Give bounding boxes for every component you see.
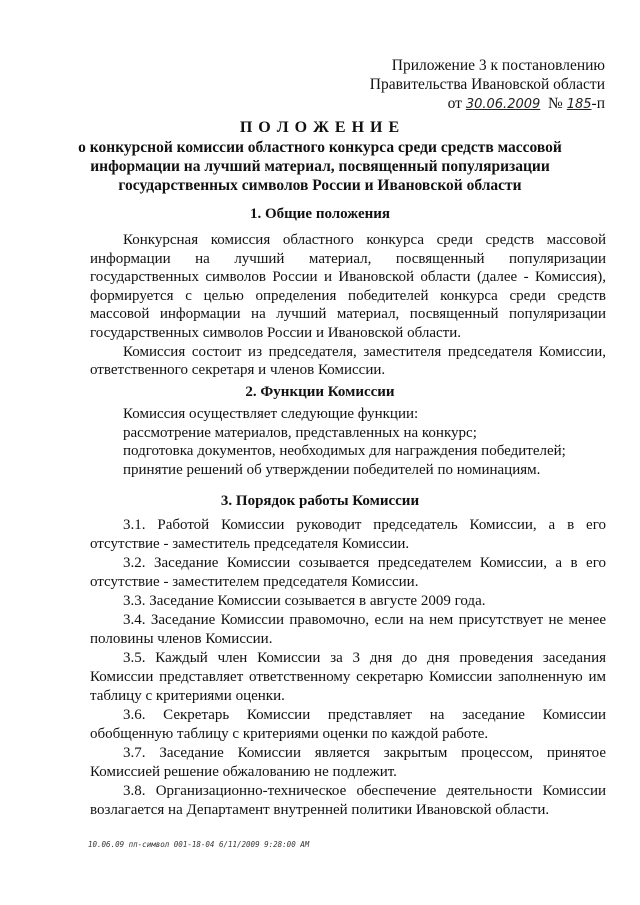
paragraph: 3.3. Заседание Комиссии созывается в августе 2009 года. <box>123 593 486 609</box>
header-date-line <box>370 94 605 114</box>
subtitle-line: о конкурсной комиссии областного конкурса среди средств массовой <box>78 139 562 156</box>
document-title: П О Л О Ж Е Н И Е <box>239 119 401 136</box>
header-line: Правительства Ивановской области <box>369 76 605 93</box>
section-heading: 1. Общие положения <box>249 206 391 222</box>
section-2-body <box>90 405 606 479</box>
prefix: от <box>447 95 462 112</box>
paragraph: 3.2. Заседание Комиссии созывается председателем Комиссии, а в его отсутствие - заместителем председателя Комиссии. <box>90 555 606 590</box>
paragraph: 3.8. Организационно-техническое обеспечение деятельности Комиссии возлагается на Департамент внутренней политики Ивановской области. <box>90 783 606 818</box>
paragraph: 3.6. Секретарь Комиссии представляет на заседание Комиссии обобщенную таблицу с критериями оценки по каждой работе. <box>90 707 606 742</box>
paragraph: Комиссия состоит из председателя, заместителя председателя Комиссии, ответственного секретаря и членов Комиссии. <box>90 343 606 379</box>
section-heading: 2. Функции Комиссии <box>245 384 395 400</box>
paragraph: подготовка документов, необходимых для награждения победителей; <box>123 443 566 460</box>
subtitle-line: информации на лучший материал, посвященный популяризации <box>90 158 550 175</box>
paragraph: 3.4. Заседание Комиссии правомочно, если на нем присутствует не менее половины членов Комиссии. <box>90 612 606 647</box>
paragraph: 3.5. Каждый член Комиссии за 3 дня до дня проведения заседания Комиссии представляет ответственному секретарю Комиссии заполненную им таблицу с критериями оценки. <box>90 650 606 704</box>
paragraph: 3.1. Работой Комиссии руководит председатель Комиссии, а в его отсутствие - заместитель председателя Комиссии. <box>90 517 606 552</box>
section-3-body <box>90 516 606 820</box>
number-sign: № <box>548 95 563 112</box>
paragraph: принятие решений об утверждении победителей по номинациям. <box>123 461 541 478</box>
handwritten-number: 185 <box>566 97 592 112</box>
section-heading: 3. Порядок работы Комиссии <box>220 493 420 509</box>
paragraph: рассмотрение материалов, представленных на конкурс; <box>123 424 477 441</box>
header-line: Приложение 3 к постановлению <box>391 57 605 74</box>
subtitle-line: государственных символов России и Ивановской области <box>118 177 522 194</box>
section-1-body <box>90 231 606 380</box>
handwritten-date: 30.06.2009 <box>465 97 541 112</box>
paragraph: Конкурсная комиссия областного конкурса среди средств массовой информации на лучший материал, посвященный популяризации государственных символов России и Ивановской области (далее - Комиссия), формируется с целью определения победителей конкурса среди средств массовой информации на лучший материал, посвященный популяризации государственных символов России и Ивановской области. <box>90 232 606 341</box>
paragraph: Комиссия осуществляет следующие функции: <box>123 406 419 422</box>
suffix: -п <box>591 95 605 112</box>
file-footer: 10.06.09 пп-символ 001-18-04 6/11/2009 9:28:00 AM <box>88 840 310 849</box>
document-subtitle <box>0 138 640 195</box>
appendix-header <box>370 56 605 114</box>
paragraph: 3.7. Заседание Комиссии является закрытым процессом, принятое Комиссией решение обжалованию не подлежит. <box>90 745 606 780</box>
